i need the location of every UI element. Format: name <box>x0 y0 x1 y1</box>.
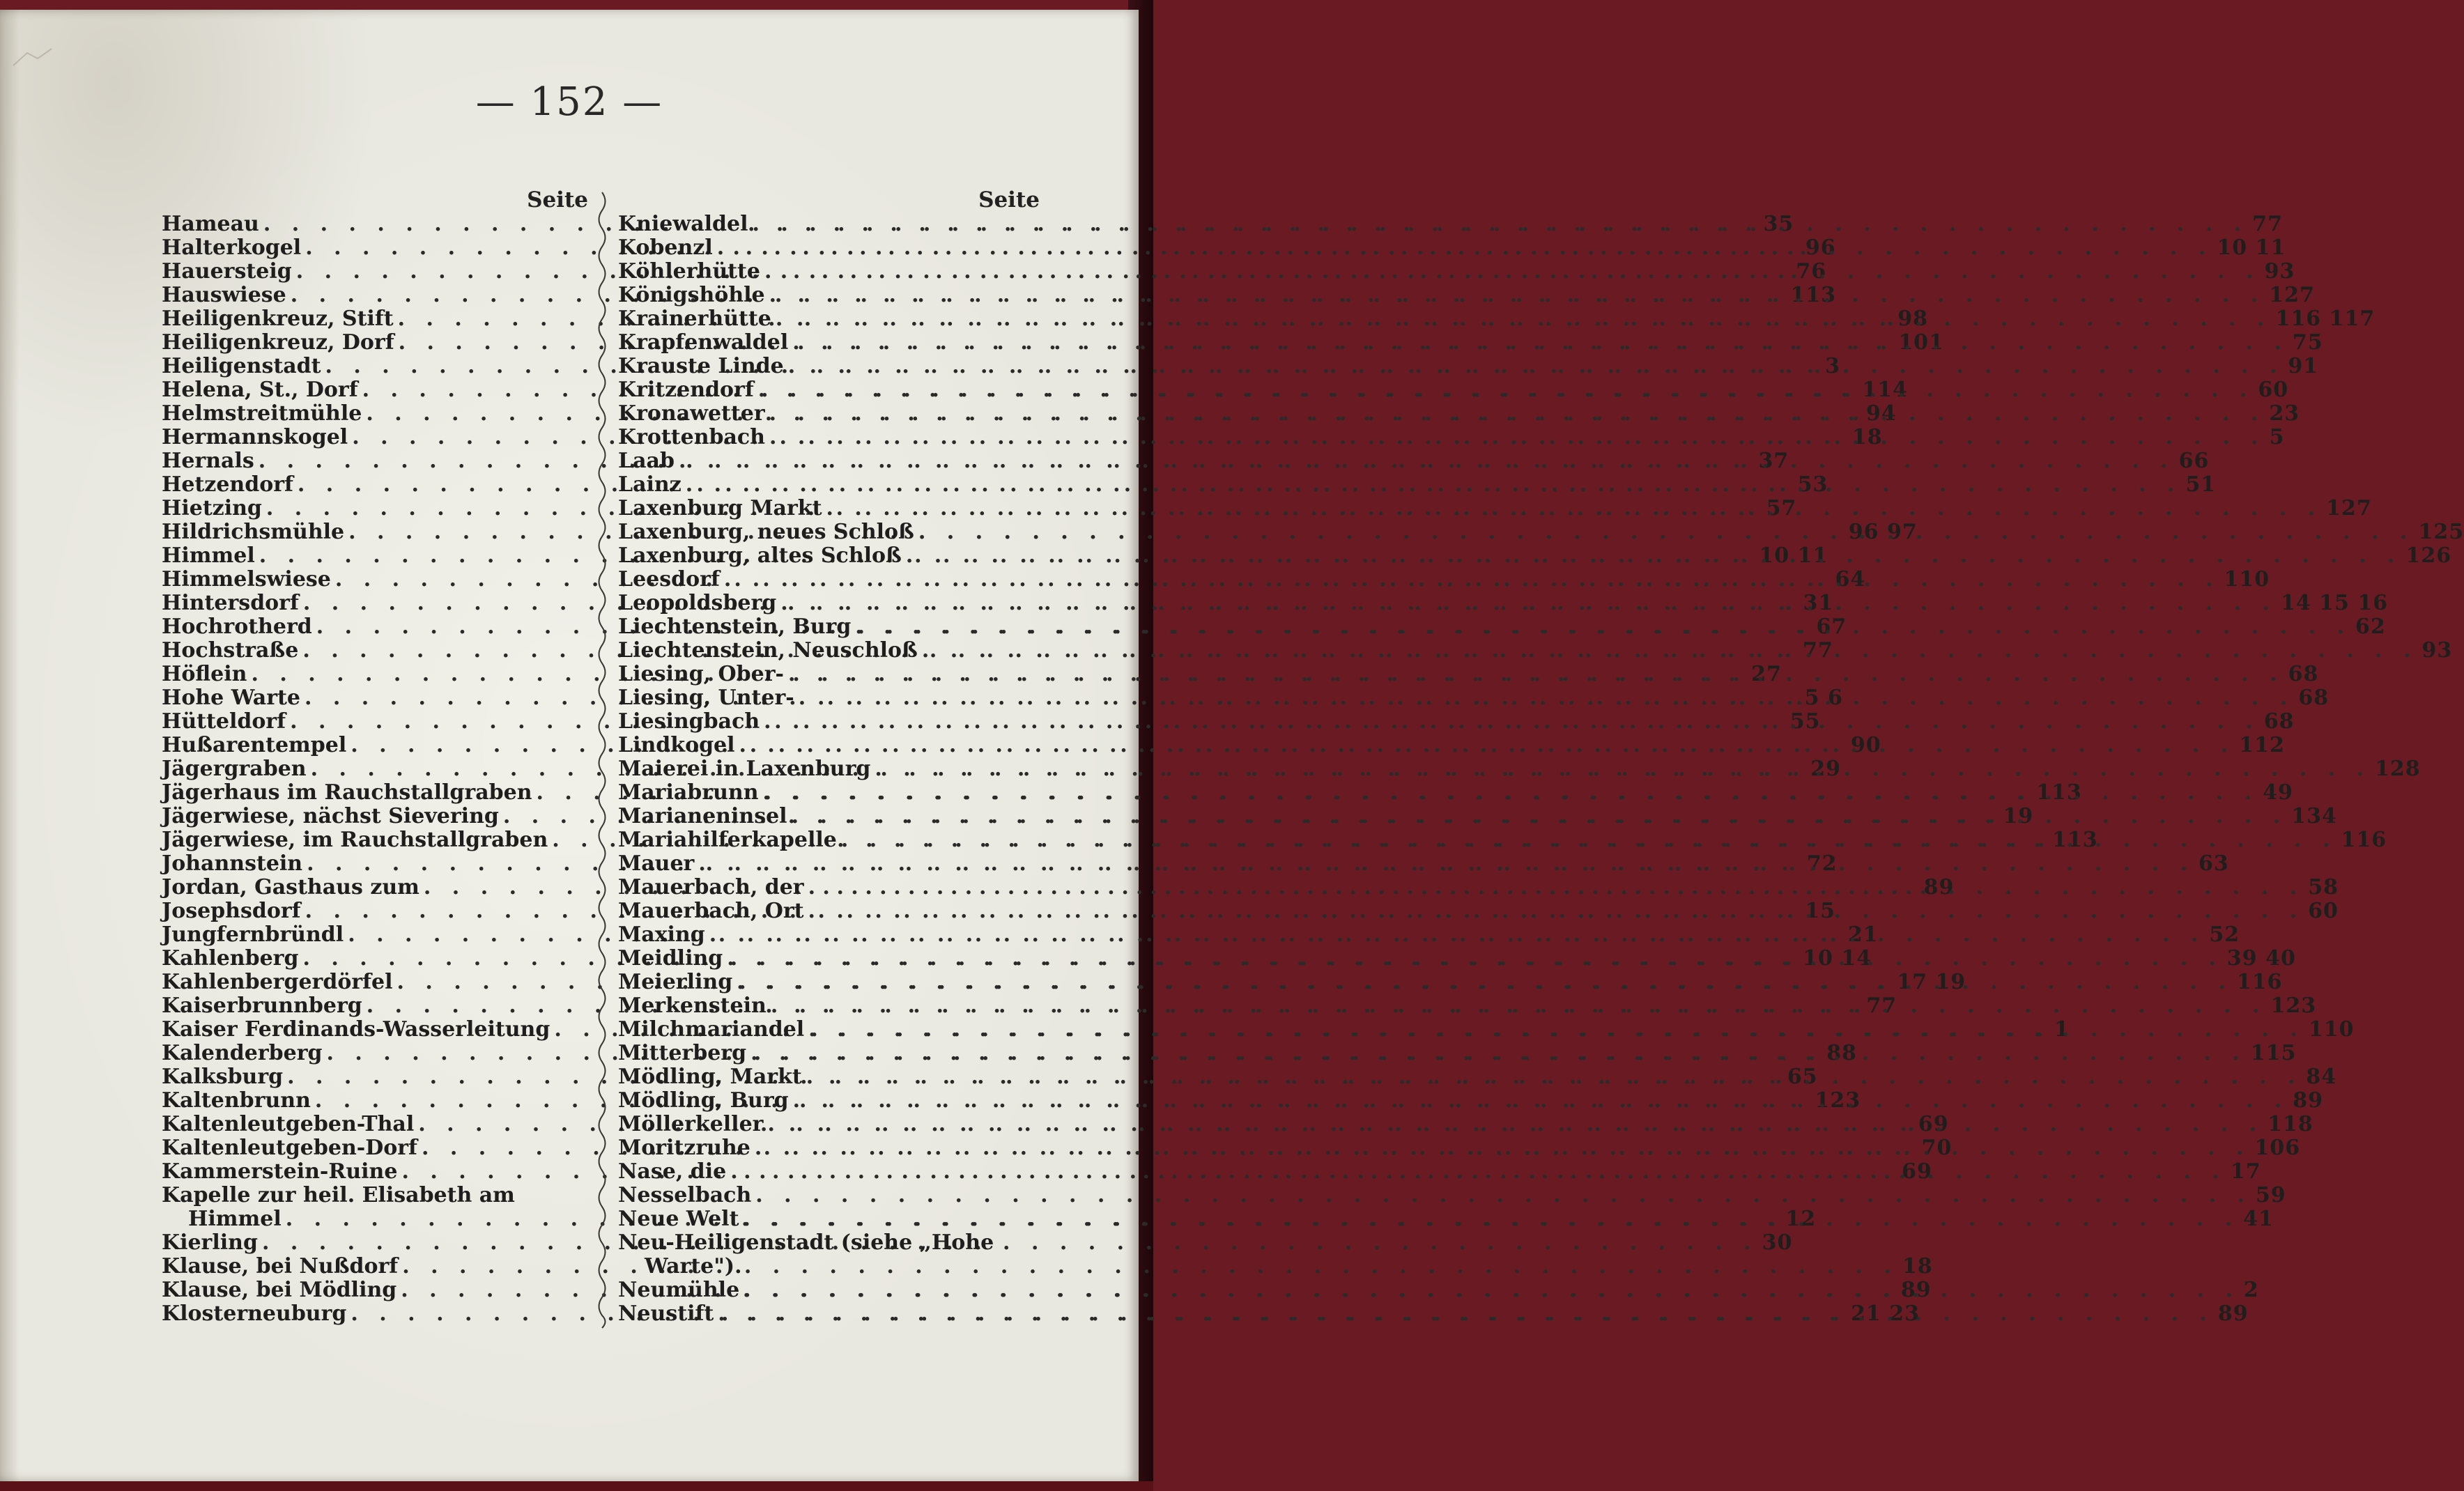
dot-leader <box>804 899 2309 923</box>
dot-leader <box>851 615 2355 639</box>
entry-page-reference: 110 <box>2308 1017 2355 1042</box>
dot-leader <box>675 449 2179 473</box>
entry-name: Milchmariandel <box>618 1017 805 1042</box>
entry-name: Mitterberg <box>618 1041 747 1065</box>
entry-page-reference: 69 <box>1918 1112 1949 1136</box>
entry-page-reference: 10 11 <box>1759 543 1828 568</box>
index-entry <box>162 1184 588 1207</box>
entry-name: Mauer <box>618 851 695 876</box>
dot-leader <box>837 828 2341 852</box>
column-header: Seite <box>978 187 1040 213</box>
entry-name: Liechtenstein, Burg <box>618 615 852 639</box>
book-page <box>0 10 2464 1481</box>
page-smudge <box>10 45 59 72</box>
entry-page-reference: 90 <box>1850 733 1881 757</box>
entry-page-reference: 93 <box>2421 638 2453 663</box>
entry-name: Jägerhaus im Rauchstallgraben <box>162 780 532 805</box>
entry-page-reference: 91 <box>2288 354 2319 378</box>
entry-name: Liechtenstein, Neuschloß <box>618 638 918 663</box>
entry-name: Mödling, Markt <box>618 1065 802 1089</box>
entry-page-reference: 89 <box>1923 875 1955 899</box>
dot-leader <box>748 213 2253 236</box>
entry-page-reference: 17 <box>2230 1159 2261 1184</box>
entry-name: Lainz <box>618 472 682 497</box>
entry-page-reference: 18 <box>1851 425 1883 449</box>
entry-name: Kalksburg <box>162 1065 284 1089</box>
entry-name: Klause, bei Mödling <box>162 1278 397 1302</box>
entry-name: Höflein <box>162 662 247 686</box>
dot-leader <box>765 426 2270 449</box>
entry-name: Laxenburg, altes Schloß <box>618 543 902 568</box>
entry-page-reference: 23 <box>2269 401 2300 426</box>
entry-name: Hohe Warte <box>162 686 300 710</box>
entry-page-reference: 113 <box>2051 828 2098 852</box>
index-entry <box>618 1017 2355 1042</box>
entry-name: Klosterneuburg <box>162 1301 347 1326</box>
dot-leader <box>765 402 2270 426</box>
entry-name: Josephsdorf <box>162 899 301 923</box>
entry-name: Helena, St., Dorf <box>162 378 358 402</box>
entry-page-reference: 76 <box>1796 259 1827 284</box>
entry-name: Jungfernbründl <box>162 922 344 947</box>
book-cover-bottom <box>0 1481 1153 1491</box>
entry-name: Johannstein <box>162 851 303 876</box>
entry-page-reference: 93 <box>2264 259 2295 284</box>
entry-page-reference: 29 <box>1810 757 1842 781</box>
entry-page-reference: 62 <box>2355 615 2386 639</box>
entry-name: Hameau <box>162 212 259 236</box>
entry-page-reference: 12 <box>1785 1207 1817 1231</box>
entry-page-reference: 68 <box>2263 709 2295 734</box>
entry-name: Kammerstein-Ruine <box>162 1159 398 1184</box>
entry-name: Hußarentempel <box>162 733 347 757</box>
entry-page-reference: 84 <box>2306 1065 2337 1089</box>
entry-page-reference: 27 <box>1751 662 1782 686</box>
dot-leader <box>694 852 2199 876</box>
dot-leader <box>739 1278 2244 1302</box>
index-entry <box>618 1183 2286 1207</box>
entry-page-reference: 123 <box>1815 1088 1861 1113</box>
dot-leader <box>723 947 2227 971</box>
entry-page-reference: 67 <box>1816 615 1847 639</box>
dot-leader <box>732 971 2237 994</box>
entry-page-reference: 30 <box>1762 1230 1793 1255</box>
entry-page-reference: 125 <box>2418 520 2464 544</box>
entry-page-reference: 3 <box>1825 354 1841 378</box>
entry-name: Krapfenwaldel <box>618 330 789 355</box>
entry-page-reference: 127 <box>2326 496 2372 520</box>
entry-page-reference: 72 <box>1806 851 1838 876</box>
entry-name: Mödling, Burg <box>618 1088 789 1113</box>
entry-page-reference: 51 <box>2185 472 2217 497</box>
entry-page-reference: 116 117 <box>2275 307 2376 331</box>
dot-leader <box>789 1089 2293 1113</box>
dot-leader <box>760 710 2264 734</box>
entry-name: Nase, die <box>618 1159 727 1184</box>
entry-page-reference: 128 <box>2375 757 2421 781</box>
entry-page-reference: 49 <box>2263 780 2293 805</box>
dot-leader <box>767 994 2271 1018</box>
dot-leader <box>870 757 2375 781</box>
entry-name: Kahlenberg <box>162 946 299 971</box>
dot-leader <box>739 1207 2243 1231</box>
entry-name: Hochstraße <box>162 638 299 663</box>
entry-page-reference: 88 <box>1826 1041 1857 1065</box>
entry-name: Lindkogel <box>618 733 735 757</box>
entry-page-reference: 53 <box>1797 472 1828 497</box>
entry-page-reference: 96 <box>1805 235 1836 260</box>
dot-leader <box>788 331 2293 355</box>
dot-leader <box>804 876 2309 899</box>
entry-name: Jägerwiese, im Rauchstallgraben <box>162 828 548 852</box>
entry-page-reference: 19 <box>2003 804 2034 828</box>
entry-page-reference: 89 <box>2217 1301 2249 1326</box>
entry-name: Himmel <box>162 543 255 568</box>
entry-page-reference: 66 <box>2178 449 2210 473</box>
entry-name: Himmel <box>188 1207 282 1231</box>
entry-page-reference: 113 <box>1790 283 1837 307</box>
entry-name: Kaiserbrunnberg <box>162 994 362 1018</box>
entry-page-reference: 58 <box>2308 875 2339 899</box>
wavy-column-divider <box>594 192 610 1328</box>
entry-page-reference: 77 <box>1866 994 1897 1018</box>
entry-page-reference: 77 <box>1802 638 1833 663</box>
entry-name: Neue Welt <box>618 1207 739 1231</box>
entry-name: Hochrotherd <box>162 615 312 639</box>
entry-page-reference: 114 <box>1862 378 1908 402</box>
entry-name: Hietzing <box>162 496 262 520</box>
page-number: — 152 — <box>475 79 663 125</box>
entry-name: Kierling <box>162 1230 258 1255</box>
entry-page-reference: 10 11 <box>2217 235 2286 260</box>
index-entry <box>618 354 2319 378</box>
entry-page-reference: 69 <box>1902 1159 1932 1184</box>
entry-page-reference: 77 <box>2252 212 2283 236</box>
column-header: Seite <box>527 187 588 213</box>
index-entry <box>618 1231 1040 1255</box>
entry-page-reference: 75 <box>2292 330 2323 355</box>
dot-leader <box>918 639 2422 663</box>
entry-page-reference: 60 <box>2258 378 2289 402</box>
entry-page-reference: 70 <box>1921 1136 1953 1160</box>
entry-name: Hauswiese <box>162 283 286 307</box>
entry-page-reference: 115 <box>2250 1041 2297 1065</box>
dot-leader <box>750 1136 2255 1160</box>
entry-page-reference: 57 <box>1766 496 1797 520</box>
dot-leader <box>754 378 2258 402</box>
entry-page-reference: 18 <box>1902 1254 1933 1278</box>
entry-page-reference: 68 <box>2298 686 2330 710</box>
entry-name: Kapelle zur heil. Elisabeth am <box>162 1183 515 1207</box>
dot-leader <box>746 1042 2251 1065</box>
entry-page-reference: 89 <box>1900 1278 1932 1302</box>
dot-leader <box>804 1018 2309 1042</box>
dot-leader <box>802 1065 2307 1089</box>
entry-name: Hetzendorf <box>162 472 293 497</box>
entry-page-reference: 134 <box>2291 804 2337 828</box>
entry-page-reference: 10 14 <box>1803 946 1872 971</box>
entry-page-reference: 35 <box>1763 212 1794 236</box>
entry-page-reference: 116 <box>2236 970 2283 994</box>
entry-name: Hintersdorf <box>162 591 299 615</box>
dot-leader <box>787 805 2292 828</box>
entry-name: Laab <box>618 449 675 473</box>
entry-name: Hauersteig <box>162 259 292 284</box>
index-entry <box>618 1255 1040 1278</box>
entry-name: Jordan, Gasthaus zum <box>162 875 419 899</box>
entry-name: Laxenburg Markt <box>618 496 822 520</box>
entry-page-reference: 65 <box>1787 1065 1818 1089</box>
dot-leader <box>794 686 2299 710</box>
entry-name: Heiligenkreuz, Stift <box>162 307 394 331</box>
dot-leader <box>822 497 2326 520</box>
dot-leader <box>751 1184 2256 1207</box>
entry-name: Kniewaldel <box>618 212 748 236</box>
dot-leader <box>760 260 2265 284</box>
entry-page-reference: 21 <box>1847 922 1879 947</box>
entry-name: Merkenstein <box>618 994 767 1018</box>
dot-leader <box>682 473 2186 497</box>
entry-name: Jägerwiese, nächst Sievering <box>162 804 499 828</box>
entry-page-reference: 2 <box>2243 1278 2259 1302</box>
entry-name: Himmelswiese <box>162 567 331 592</box>
entry-name: Liesing, Ober- <box>618 662 784 686</box>
entry-name: Hernals <box>162 449 254 473</box>
entry-page-reference: 31 <box>1803 591 1834 615</box>
entry-name: Leesdorf <box>618 567 720 592</box>
dot-leader <box>776 592 2281 615</box>
entry-page-reference: 113 <box>2036 780 2082 805</box>
entry-name: Warte"). <box>645 1254 742 1278</box>
entry-page-reference: 96 97 <box>1848 520 1918 544</box>
entry-name: Königshöhle <box>618 283 765 307</box>
entry-name: Neumühle <box>618 1278 740 1302</box>
entry-name: Kobenzl <box>618 235 713 260</box>
entry-page-reference: 55 <box>1789 709 1821 734</box>
dot-leader <box>720 568 2224 592</box>
entry-page-reference: 94 <box>1865 401 1897 426</box>
entry-name: Kaltenleutgeben-Thal <box>162 1112 415 1136</box>
entry-name: Meidling <box>618 946 723 971</box>
entry-page-reference: 15 <box>1805 899 1835 923</box>
entry-page-reference: 21 23 <box>1851 1301 1920 1326</box>
entry-page-reference: 60 <box>2308 899 2339 923</box>
entry-name: Kritzendorf <box>618 378 754 402</box>
entry-page-reference: 116 <box>2341 828 2387 852</box>
entry-name: Hütteldorf <box>162 709 286 734</box>
entry-name: Mariabrunn <box>618 780 759 805</box>
entry-name: Kahlenbergerdörfel <box>162 970 393 994</box>
entry-name: Halterkogel <box>162 235 302 260</box>
entry-name: Helmstreitmühle <box>162 401 362 426</box>
entry-page-reference: 123 <box>2270 994 2317 1018</box>
entry-name: Meierling <box>618 970 733 994</box>
entry-page-reference: 63 <box>2199 851 2229 876</box>
entry-page-reference: 106 <box>2254 1136 2301 1160</box>
entry-name: Mariahilferkapelle <box>618 828 837 852</box>
entry-name: Kaltenleutgeben-Dorf <box>162 1136 417 1160</box>
dot-leader <box>705 923 2210 947</box>
entry-name: Nesselbach <box>618 1183 752 1207</box>
entry-name: Kalenderberg <box>162 1041 323 1065</box>
dot-leader <box>735 734 2240 757</box>
entry-page-reference: 68 <box>2288 662 2319 686</box>
entry-name: Leopoldsberg <box>618 591 777 615</box>
entry-name: Maxing <box>618 922 705 947</box>
entry-page-reference: 52 <box>2209 922 2240 947</box>
entry-name: Mauerbach, der <box>618 875 804 899</box>
entry-page-reference: 89 <box>2293 1088 2324 1113</box>
entry-name: Heiligenkreuz, Dorf <box>162 330 394 355</box>
entry-page-reference: 127 <box>2269 283 2315 307</box>
entry-page-reference: 101 <box>1898 330 1944 355</box>
entry-page-reference: 39 40 <box>2226 946 2296 971</box>
entry-page-reference: 118 <box>2267 1112 2313 1136</box>
dot-leader <box>784 663 2288 686</box>
entry-name: Köhlerhütte <box>618 259 760 284</box>
entry-name: Marianeninsel <box>618 804 787 828</box>
entry-name: Krottenbach <box>618 425 765 449</box>
entry-page-reference: 59 <box>2255 1183 2286 1207</box>
entry-page-reference: 17 19 <box>1897 970 1966 994</box>
dot-leader <box>914 520 2419 544</box>
entry-name: Hermannskogel <box>162 425 348 449</box>
entry-name: Liesingbach <box>618 709 760 734</box>
entry-page-reference: 126 <box>2405 543 2452 568</box>
entry-name: Kronawetter <box>618 401 765 426</box>
entry-name: Jägergraben <box>162 757 307 781</box>
entry-name: Heiligenstadt <box>162 354 321 378</box>
entry-page-reference: 1 <box>2054 1017 2070 1042</box>
entry-name: Neu-Heiligenstadt (siehe „Hohe <box>618 1230 994 1255</box>
entry-name: Laxenburg, neues Schloß <box>618 520 914 544</box>
entry-name: Neustift <box>618 1301 714 1326</box>
dot-leader <box>771 307 2276 331</box>
dot-leader <box>763 1113 2267 1136</box>
entry-name: Mauerbach, Ort <box>618 899 804 923</box>
entry-page-reference: 110 <box>2224 567 2270 592</box>
entry-name: Kaiser Ferdinands-Wasserleitung <box>162 1017 550 1042</box>
entry-page-reference: 5 6 <box>1804 686 1843 710</box>
entry-page-reference: 64 <box>1835 567 1866 592</box>
dot-leader <box>765 284 2270 307</box>
entry-name: Hildrichsmühle <box>162 520 345 544</box>
dot-leader <box>714 1302 2218 1326</box>
entry-page-reference: 5 <box>2269 425 2285 449</box>
entry-page-reference: 41 <box>2243 1207 2274 1231</box>
dot-leader <box>759 781 2263 805</box>
entry-page-reference: 37 <box>1758 449 1789 473</box>
entry-page-reference: 98 <box>1897 307 1928 331</box>
entry-name: Möllerkeller <box>618 1112 764 1136</box>
entry-name: Krainerhütte <box>618 307 771 331</box>
dot-leader <box>726 1160 2231 1184</box>
dot-leader <box>784 355 2288 378</box>
entry-name: Maierei in Laxenburg <box>618 757 871 781</box>
entry-name: Liesing, Unter- <box>618 686 794 710</box>
entry-name: Kaltenbrunn <box>162 1088 311 1113</box>
entry-name: Klause, bei Nußdorf <box>162 1254 399 1278</box>
entry-name: Moritzruhe <box>618 1136 750 1160</box>
dot-leader <box>902 544 2406 568</box>
entry-page-reference: 14 15 16 <box>2280 591 2389 615</box>
entry-page-reference: 112 <box>2239 733 2285 757</box>
entry-name: Krauste Linde <box>618 354 784 378</box>
dot-leader <box>713 236 2217 260</box>
